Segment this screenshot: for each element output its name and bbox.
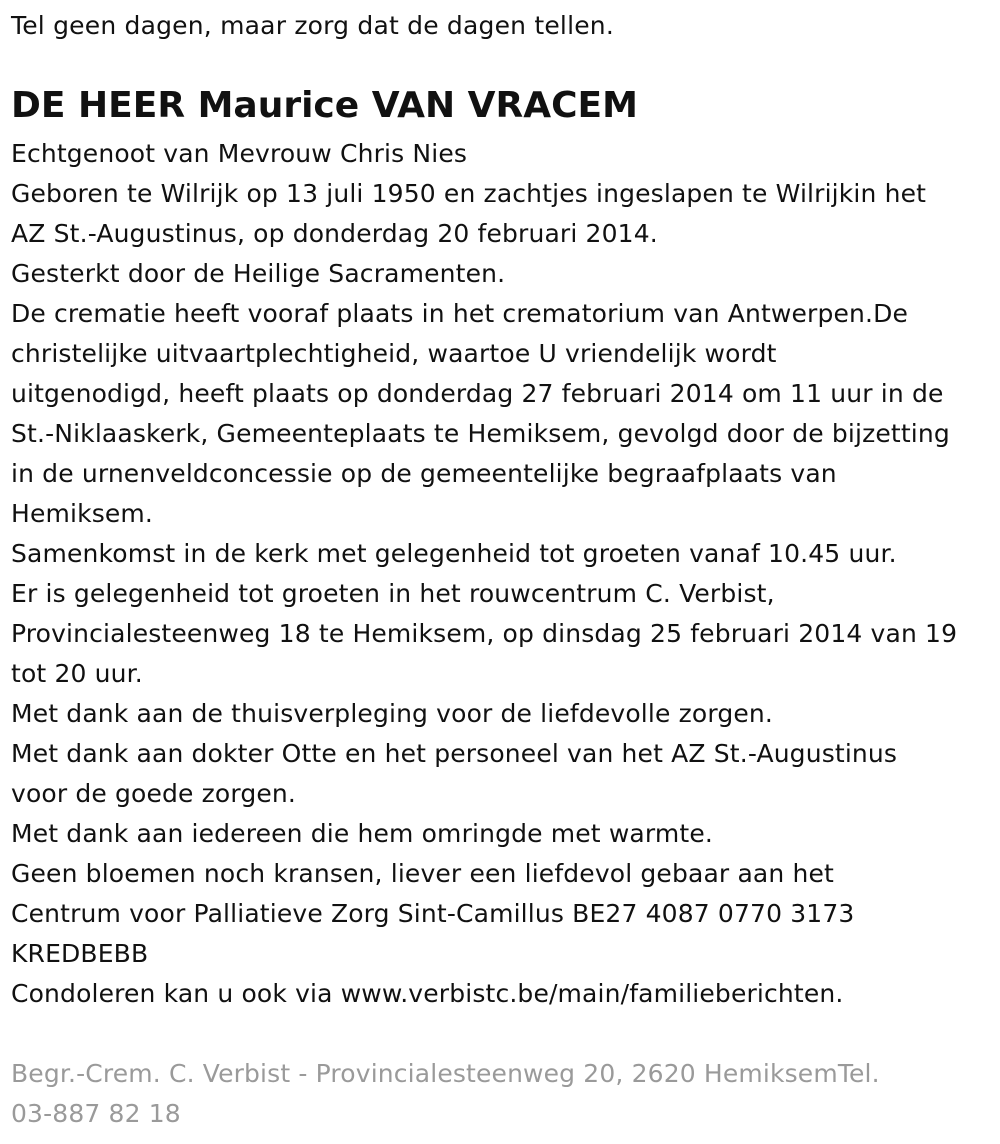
notice-line: Centrum voor Palliatieve Zorg Sint-Camillus BE27 4087 0770 3173 [11,899,855,928]
notice-line: Geboren te Wilrijk op 13 juli 1950 en zachtjes ingeslapen te Wilrijkin het [11,179,927,208]
notice-line: tot 20 uur. [11,659,143,688]
notice-line: Provincialesteenweg 18 te Hemiksem, op dinsdag 25 februari 2014 van 19 [11,619,958,648]
funeral-home-phone: 03-887 82 18 [11,1099,181,1128]
notice-line: Samenkomst in de kerk met gelegenheid tot groeten vanaf 10.45 uur. [11,539,897,568]
notice-line: KREDBEBB [11,939,149,968]
notice-line: Gesterkt door de Heilige Sacramenten. [11,259,506,288]
notice-line: uitgenodigd, heeft plaats op donderdag 27 februari 2014 om 11 uur in de [11,379,944,408]
funeral-home-address: Begr.-Crem. C. Verbist - Provincialesteenweg 20, 2620 HemiksemTel. [11,1059,880,1088]
notice-line: in de urnenveldconcessie op de gemeentelijke begraafplaats van [11,459,837,488]
notice-line: christelijke uitvaartplechtigheid, waartoe U vriendelijk wordt [11,339,777,368]
notice-line: Met dank aan dokter Otte en het personeel van het AZ St.-Augustinus [11,739,898,768]
notice-line: AZ St.-Augustinus, op donderdag 20 februari 2014. [11,219,658,248]
notice-line: Hemiksem. [11,499,154,528]
notice-line: Met dank aan de thuisverpleging voor de liefdevolle zorgen. [11,699,773,728]
notice-line: Echtgenoot van Mevrouw Chris Nies [11,139,468,168]
notice-line: Met dank aan iedereen die hem omringde met warmte. [11,819,713,848]
notice-body [11,134,996,1014]
notice-line: Geen bloemen noch kransen, liever een liefdevol gebaar aan het [11,859,834,888]
notice-line: voor de goede zorgen. [11,779,296,808]
notice-line: De crematie heeft vooraf plaats in het crematorium van Antwerpen.De [11,299,909,328]
deceased-name: DE HEER Maurice VAN VRACEM [11,85,638,126]
condolence-link-line: Condoleren kan u ook via www.verbistc.be/main/familieberichten. [11,979,844,1008]
motto: Tel geen dagen, maar zorg dat de dagen tellen. [11,11,614,40]
funeral-home-footer [11,1054,996,1134]
notice-line: St.-Niklaaskerk, Gemeenteplaats te Hemiksem, gevolgd door de bijzetting [11,419,950,448]
notice-line: Er is gelegenheid tot groeten in het rouwcentrum C. Verbist, [11,579,775,608]
